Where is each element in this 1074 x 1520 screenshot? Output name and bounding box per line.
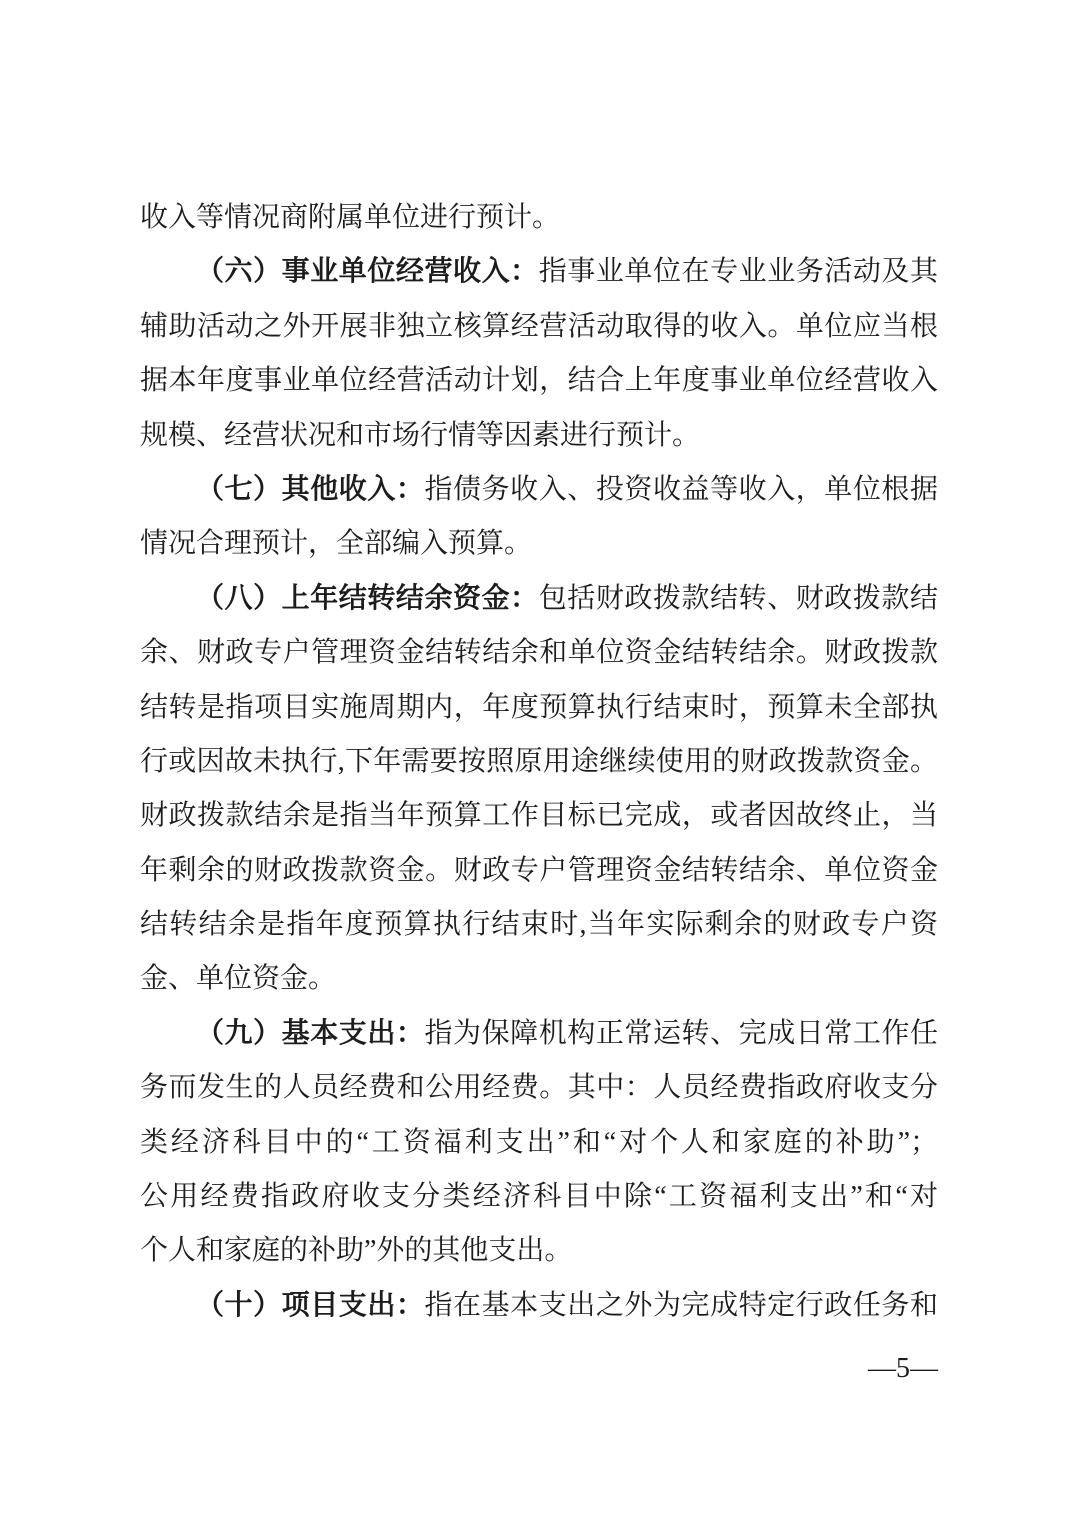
line-text: 情况合理预计，全部编入预算。	[140, 528, 533, 560]
text-line	[140, 517, 938, 571]
line-text: 指事业单位在专业业务活动及其	[538, 256, 938, 288]
text-line	[140, 300, 938, 354]
page-number: —5—	[868, 1353, 938, 1384]
line-text: 公用经费指政府收支分类经济科目中除“工资福利支出”和“对	[140, 1181, 938, 1213]
clause-heading: （八）上年结转结余资金：	[196, 582, 539, 614]
line-text: 类经济科目中的“工资福利支出”和“对个人和家庭的补助”；	[140, 1126, 938, 1158]
text-line	[140, 354, 938, 408]
clause-heading: （九）基本支出：	[196, 1017, 425, 1049]
line-text: 据本年度事业单位经营活动计划，结合上年度事业单位经营收入	[140, 365, 938, 397]
line-text: 结转结余是指年度预算执行结束时,当年实际剩余的财政专户资	[140, 909, 938, 941]
line-text: 行或因故未执行,下年需要按照原用途继续使用的财政拨款资金。	[140, 745, 938, 777]
text-line	[140, 1170, 938, 1224]
line-text: 务而发生的人员经费和公用经费。其中：人员经费指政府收支分	[140, 1072, 938, 1104]
line-text: 结转是指项目实施周期内，年度预算执行结束时，预算未全部执	[140, 691, 938, 723]
text-line	[140, 245, 938, 299]
text-line	[140, 1279, 938, 1333]
text-line	[140, 1061, 938, 1115]
text-line	[140, 1116, 938, 1170]
text-line	[140, 681, 938, 735]
line-text: 收入等情况商附属单位进行预计。	[140, 202, 561, 233]
text-line	[140, 789, 938, 843]
text-line	[140, 898, 938, 952]
text-line	[140, 1224, 938, 1278]
clause-heading: （七）其他收入：	[196, 473, 425, 505]
line-text: 指为保障机构正常运转、完成日常工作任	[424, 1017, 938, 1049]
text-line	[140, 1007, 938, 1061]
text-line	[140, 626, 938, 680]
text-line	[140, 844, 938, 898]
line-text: 包括财政拨款结转、财政拨款结	[538, 582, 938, 614]
text-line	[140, 409, 938, 463]
line-text: 金、单位资金。	[140, 963, 337, 995]
line-text: 个人和家庭的补助”外的其他支出。	[140, 1235, 573, 1267]
line-text: 指在基本支出之外为完成特定行政任务和	[424, 1289, 938, 1321]
text-line	[140, 572, 938, 626]
line-text: 余、财政专户管理资金结转结余和单位资金结转结余。财政拨款	[140, 637, 938, 669]
text-line	[140, 735, 938, 789]
line-text: 规模、经营状况和市场行情等因素进行预计。	[140, 419, 701, 451]
line-text: 年剩余的财政拨款资金。财政专户管理资金结转结余、单位资金	[140, 854, 938, 886]
line-text: 财政拨款结余是指当年预算工作目标已完成，或者因故终止，当	[140, 800, 938, 832]
body-text	[140, 191, 938, 1333]
line-text: 辅助活动之外开展非独立核算经营活动取得的收入。单位应当根	[140, 310, 938, 342]
text-line	[140, 191, 938, 245]
clause-heading: （十）项目支出：	[196, 1289, 425, 1321]
text-line	[140, 952, 938, 1006]
clause-heading: （六）事业单位经营收入：	[196, 256, 539, 288]
text-line	[140, 463, 938, 517]
line-text: 指债务收入、投资收益等收入，单位根据	[424, 473, 938, 505]
